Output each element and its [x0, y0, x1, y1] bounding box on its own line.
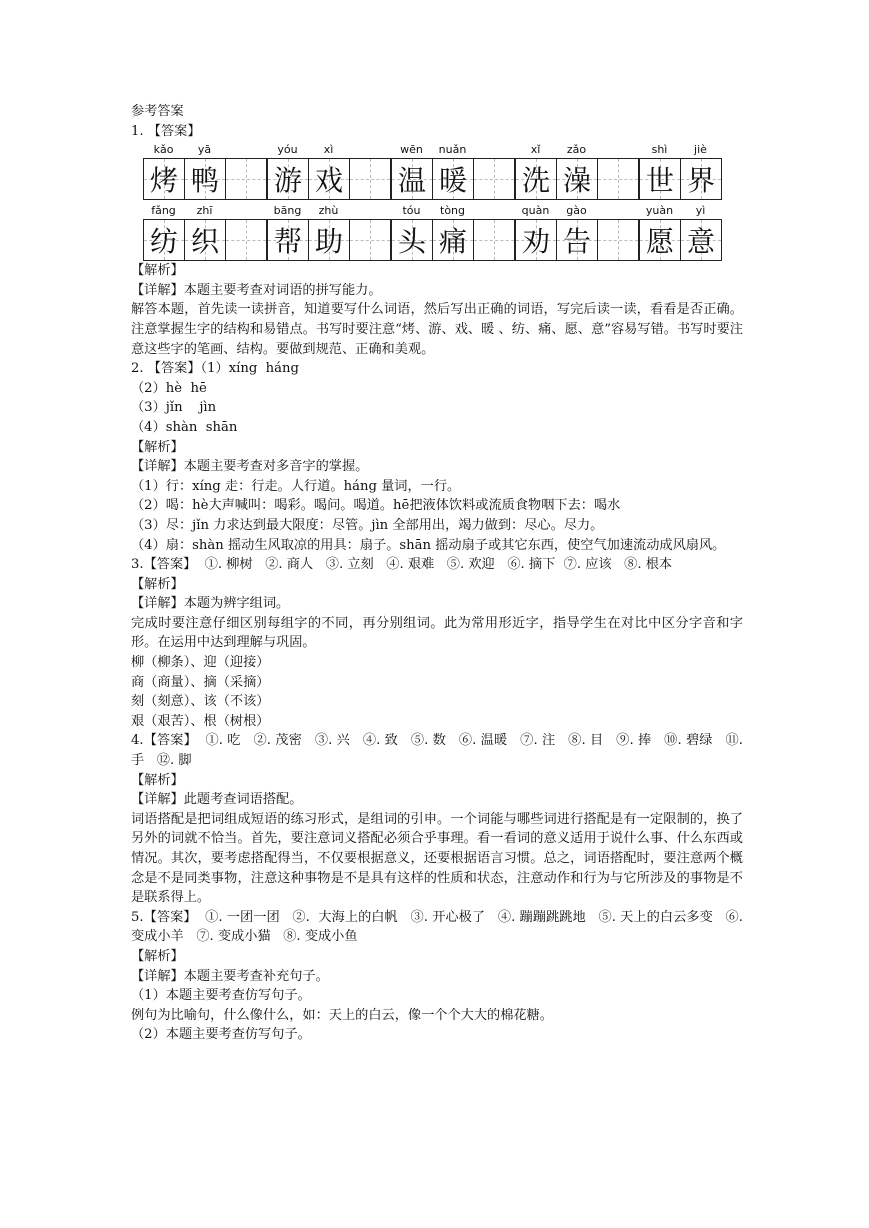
- text-line: （3）jǐn jìn: [131, 400, 217, 416]
- pinyin-label: shì: [651, 143, 668, 157]
- word-group: [639, 203, 722, 261]
- word-group: [639, 142, 722, 200]
- text-line: 【解析】: [131, 263, 184, 279]
- pinyin-label: xì: [323, 143, 334, 157]
- pinyin-label: gào: [566, 204, 587, 218]
- text-line: 商（商量）、摘（采摘）: [131, 674, 270, 690]
- text-line: 【解析】: [131, 576, 184, 592]
- character-cell: [391, 158, 433, 200]
- word-group: [391, 142, 515, 200]
- blank-cell: [473, 158, 515, 200]
- pinyin-label: yóu: [277, 143, 298, 157]
- doc-title: 参考答案: [131, 104, 184, 119]
- character: 温: [397, 164, 426, 198]
- text-line: （1）本题主要考查仿写句子。: [131, 988, 311, 1004]
- text-line: 5.【答案】 ①. 一团一团 ②. 大海上的白帆 ③. 开心极了 ④. 蹦蹦跳跳地 ⑤. 天上的白云多变 ⑥. 变成小羊 ⑦. 变成小猫 ⑧. 变成小鱼: [131, 909, 748, 945]
- text-line: 【详解】本题主要考查补充句子。: [131, 968, 329, 984]
- character: 愿: [645, 225, 674, 259]
- text-line: 柳（柳条）、迎（迎接）: [131, 655, 270, 671]
- text-line: 【详解】本题主要考查对词语的拼写能力。: [131, 282, 382, 298]
- character: 意: [686, 225, 715, 259]
- character-cell: [432, 158, 474, 200]
- text-line: 【解析】: [131, 439, 184, 455]
- text-line: （2）喝：hè大声喊叫：喝彩。喝问。喝道。hē把液体饮料或流质食物咽下去：喝水: [131, 498, 621, 514]
- word-group: [143, 203, 267, 261]
- word-group: [515, 142, 639, 200]
- character-cell: [184, 219, 226, 261]
- blank-cell: [597, 158, 639, 200]
- pinyin-grid: [131, 142, 743, 261]
- character-cell: [680, 158, 722, 200]
- pinyin-label: wēn: [400, 143, 423, 157]
- character: 织: [190, 225, 219, 259]
- character-cell: [556, 219, 598, 261]
- character: 洗: [521, 164, 550, 198]
- character: 界: [686, 164, 715, 198]
- text-line: 词语搭配是把词组成短语的练习形式，是组词的引申。一个词能与哪些词进行搭配是有一定限制的，换了另外的词就不恰当。首先，要注意词义搭配必须合乎事理。看一看词的意义适用于说什么事、什么东西或情况。其次，要考虑搭配得当，不仅要根据意义，还要根据语言习惯。总之，词语搭配时，要注意两个概念是不是同类事物，注意这种事物是不是具有这样的性质和状态，注意动作和行为与它所涉及的事物是不是联系得上。: [131, 811, 743, 906]
- pinyin-label: zhī: [196, 204, 213, 218]
- character-cell: [143, 158, 185, 200]
- text-line: （1）行：xíng 走：行走。人行道。háng 量词，一行。: [131, 478, 461, 494]
- blank-cell: [597, 219, 639, 261]
- pinyin-label: fǎng: [151, 204, 176, 218]
- pinyin-label: tòng: [440, 204, 465, 218]
- answer-body: [131, 359, 748, 1045]
- character-cell: [391, 219, 433, 261]
- character: 鸭: [190, 164, 219, 198]
- text-line: 【解析】: [131, 948, 184, 964]
- grid-row: [143, 142, 743, 200]
- blank-cell: [349, 219, 391, 261]
- text-line: 2. 【答案】（1）xíng háng: [131, 361, 299, 377]
- character-cell: [556, 158, 598, 200]
- character: 痛: [438, 225, 467, 259]
- text-line: （2）本题主要考查仿写句子。: [131, 1027, 311, 1043]
- pinyin-label: jiè: [694, 143, 707, 157]
- text-line: 【详解】本题为辨字组词。: [131, 596, 290, 612]
- pinyin-label: yuàn: [645, 204, 674, 218]
- text-line: 刻（刻意）、该（不该）: [131, 694, 270, 710]
- character: 游: [273, 164, 302, 198]
- character-cell: [267, 219, 309, 261]
- character: 暖: [438, 164, 467, 198]
- character-cell: [639, 158, 681, 200]
- text-line: 【详解】此题考查词语搭配。: [131, 792, 303, 808]
- character-cell: [515, 158, 557, 200]
- character: 烤: [149, 164, 178, 198]
- text-line: 【解析】: [131, 772, 184, 788]
- word-group: [515, 203, 639, 261]
- text-line: 完成时要注意仔细区别每组字的不同，再分别组词。此为常用形近字，指导学生在对比中区分字音和字形。在运用中达到理解与巩固。: [131, 615, 743, 651]
- pinyin-label: zhù: [318, 204, 339, 218]
- text-line: （4）shàn shān: [131, 419, 238, 435]
- character: 头: [397, 225, 426, 259]
- character-cell: [267, 158, 309, 200]
- character: 纺: [149, 225, 178, 259]
- pinyin-label: tóu: [402, 204, 421, 218]
- character: 世: [645, 164, 674, 198]
- pinyin-label: xǐ: [530, 143, 541, 157]
- text-line: 3.【答案】 ①. 柳树 ②. 商人 ③. 立刻 ④. 艰难 ⑤. 欢迎 ⑥. 摘下 ⑦. 应该 ⑧. 根本: [131, 557, 673, 573]
- text-line: 4.【答案】 ①. 吃 ②. 茂密 ③. 兴 ④. 致 ⑤. 数 ⑥. 温暖 ⑦. 注 ⑧. 目 ⑨. 捧 ⑩. 碧绿 ⑪. 手 ⑫. 脚: [131, 733, 748, 769]
- character: 澡: [562, 164, 591, 198]
- blank-cell: [225, 158, 267, 200]
- character: 帮: [273, 225, 302, 259]
- character: 助: [314, 225, 343, 259]
- pinyin-label: yā: [197, 143, 212, 157]
- blank-cell: [349, 158, 391, 200]
- character: 劝: [521, 225, 550, 259]
- pinyin-label: zǎo: [566, 143, 587, 157]
- pinyin-label: kǎo: [153, 143, 174, 157]
- answer-document: [131, 102, 748, 1045]
- pinyin-label: yì: [695, 204, 706, 218]
- character-cell: [308, 158, 350, 200]
- word-group: [267, 203, 391, 261]
- character-cell: [680, 219, 722, 261]
- text-line: 【详解】本题主要考查对多音字的掌握。: [131, 459, 369, 475]
- q1-heading: 1. 【答案】: [131, 123, 201, 139]
- character-cell: [184, 158, 226, 200]
- character-cell: [143, 219, 185, 261]
- word-group: [267, 142, 391, 200]
- text-line: 例句为比喻句，什么像什么，如：天上的白云，像一个个大大的棉花糖。: [131, 1007, 553, 1023]
- pinyin-label: bāng: [273, 204, 302, 218]
- word-group: [143, 142, 267, 200]
- text-line: （2）hè hē: [131, 380, 207, 396]
- blank-cell: [225, 219, 267, 261]
- character-cell: [308, 219, 350, 261]
- pinyin-label: quàn: [521, 204, 550, 218]
- word-group: [391, 203, 515, 261]
- grid-row: [143, 203, 743, 261]
- text-line: （3）尽：jǐn 力求达到最大限度：尽管。jìn 全部用出，竭力做到：尽心。尽力。: [131, 517, 604, 533]
- character: 戏: [314, 164, 343, 198]
- character-cell: [432, 219, 474, 261]
- blank-cell: [473, 219, 515, 261]
- character: 告: [562, 225, 591, 259]
- character-cell: [515, 219, 557, 261]
- text-line: 艰（艰苦）、根（树根）: [131, 713, 270, 729]
- character-cell: [639, 219, 681, 261]
- text-line: 解答本题，首先读一读拼音，知道要写什么词语，然后写出正确的词语，写完后读一读，看看是否正确。注意掌握生字的结构和易错点。书写时要注意“烤、游、戏、暖 、纺、痛、愿、意”容易写错。书写时要注意这些字的笔画、结构。要做到规范、正确和美观。: [131, 302, 743, 357]
- pinyin-label: nuǎn: [438, 143, 467, 157]
- text-line: （4）扇：shàn 摇动生风取凉的用具：扇子。shān 摇动扇子或其它东西，使空气加速流动成风扇风。: [131, 537, 726, 553]
- q1-explanation: [131, 261, 743, 359]
